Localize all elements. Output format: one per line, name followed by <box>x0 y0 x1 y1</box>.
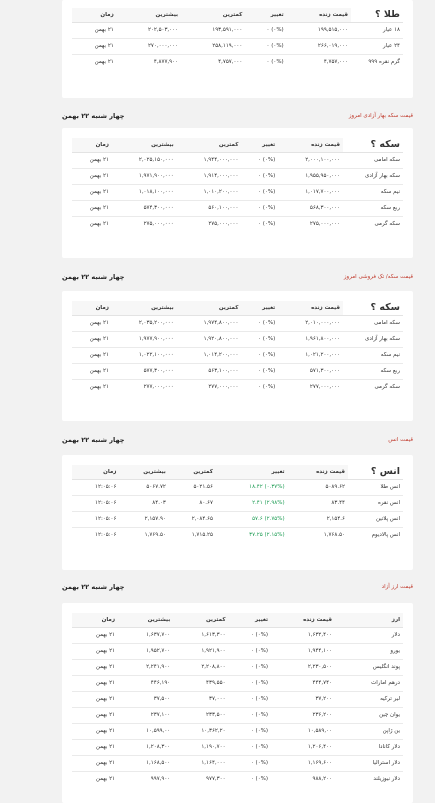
live-price: ۱,۰۱۷,۷۰۰,۰۰۰ <box>278 184 343 200</box>
table-header-row <box>72 613 403 627</box>
change: (۰%) ۰ <box>241 168 278 184</box>
table-row[interactable] <box>72 363 403 379</box>
table-row[interactable] <box>72 739 403 755</box>
max-price: ۵۷۷,۳۰۰,۰۰۰ <box>112 363 177 379</box>
time: ۲۱ بهمن <box>72 184 112 200</box>
live-price: ۹۸۸,۲۰۰ <box>312 776 332 783</box>
row-name: دلار کانادا <box>335 739 403 755</box>
row-name: سکه امامی <box>343 152 403 168</box>
coin-spring-card <box>62 128 413 258</box>
ounce-table <box>72 465 403 543</box>
date-label: چهار شنبه ۲۲ بهمن <box>62 583 125 591</box>
max-price: ۲۷۷,۰۰۰,۰۰۰ <box>143 384 174 391</box>
table-row[interactable] <box>72 707 403 723</box>
change: (۰%) ۰ <box>266 59 284 66</box>
change: (۰%) ۰ <box>241 363 278 379</box>
table-row[interactable] <box>72 691 403 707</box>
ounce-section-bar <box>62 434 413 446</box>
header-min: کمترین <box>173 613 228 627</box>
max-price: ۲,۱۵۷.۹۰ <box>119 511 168 527</box>
row-name: انس پالادیوم <box>371 532 400 539</box>
header-max: بیشترین <box>112 301 177 315</box>
time: ۲۱ بهمن <box>72 363 112 379</box>
section-label[interactable]: قیمت سکه/ تک فروشی امروز <box>343 274 413 280</box>
change: (۰%) ۰ <box>229 643 272 659</box>
row-name: انس طلا <box>348 479 403 495</box>
time: ۲۱ بهمن <box>89 384 109 391</box>
row-name: سکه بهار آزادی <box>343 331 403 347</box>
row-name: دلار نیوزیلند <box>373 776 400 783</box>
row-name: ربع سکه <box>343 363 403 379</box>
live-price: ۵۶۸,۳۰۰,۰۰۰ <box>278 200 343 216</box>
time: ۲۱ بهمن <box>72 627 118 643</box>
max-price: ۱,۷۶۹.۵۰ <box>144 532 166 539</box>
coin-retail-card <box>62 291 413 421</box>
table-row[interactable] <box>72 200 403 216</box>
live-price: ۲,۰۱۰,۰۰۰,۰۰۰ <box>278 315 343 331</box>
time: ۲۱ بهمن <box>94 59 114 66</box>
date-label: چهار شنبه ۲۲ بهمن <box>62 273 125 281</box>
max-price: ۱,۹۷۷,۹۰۰,۰۰۰ <box>112 331 177 347</box>
gold-table <box>72 8 403 70</box>
min-price: ۲,۲۰۸,۸۰۰ <box>173 659 228 675</box>
gold-table-body <box>72 22 403 70</box>
live-price: ۳۷,۲۰۰ <box>271 691 335 707</box>
currency-table-body <box>72 627 403 787</box>
min-price: ۲,۰۸۴.۶۵ <box>169 511 216 527</box>
coin-spring-table-body <box>72 152 403 232</box>
date-label: چهار شنبه ۲۲ بهمن <box>62 436 125 444</box>
max-price: ۱,۲۰۸,۳۰۰ <box>118 739 173 755</box>
min-price: ۱,۰۱۴,۲۰۰,۰۰۰ <box>177 347 242 363</box>
change: (۰%) ۰ <box>229 755 272 771</box>
time: ۲۱ بهمن <box>95 776 115 783</box>
header-change: تغییر <box>245 8 286 22</box>
time: ۲۱ بهمن <box>72 659 118 675</box>
time: ۲۱ بهمن <box>72 691 118 707</box>
max-price: ۵۰۶۷.۷۲ <box>119 479 168 495</box>
time: ۲۱ بهمن <box>72 739 118 755</box>
time: ۲۱ بهمن <box>72 200 112 216</box>
max-price: ۹۹۷,۹۰۰ <box>150 776 171 783</box>
row-name: سکه گرمی <box>374 384 400 391</box>
coin-retail-title: سکه ؟ <box>343 301 403 315</box>
table-row[interactable] <box>72 315 403 331</box>
change: (۲.۹۸%) ۲.۴۱ <box>216 495 288 511</box>
ounce-title: انس ؟ <box>348 465 403 479</box>
change: (۰%) ۰ <box>258 221 276 228</box>
header-min: کمترین <box>177 138 242 152</box>
header-change: تغییر <box>229 613 272 627</box>
table-row[interactable] <box>72 755 403 771</box>
change: (۲.۱۵%) ۳۷.۲۵ <box>249 532 285 539</box>
live-price: ۵۷۱,۳۰۰,۰۰۰ <box>278 363 343 379</box>
live-price: ۱۹۹,۵۱۵,۰۰۰ <box>287 22 351 38</box>
change: (۰%) ۰ <box>229 707 272 723</box>
live-price: ۵۰۸۹.۶۲ <box>288 479 348 495</box>
change: (۰%) ۰ <box>229 627 272 643</box>
header-time: زمان <box>72 613 118 627</box>
min-price: ۱,۹۷۴,۸۰۰,۰۰۰ <box>177 315 242 331</box>
header-live-price: قیمت زنده <box>271 613 335 627</box>
row-name: گرم نقره ۹۹۹ <box>368 59 400 66</box>
max-price: ۲,۰۳۵,۲۰۰,۰۰۰ <box>112 315 177 331</box>
row-name: پوند انگلیس <box>335 659 403 675</box>
change: (۰%) ۰ <box>250 776 269 783</box>
min-price: ۵۶۰,۱۰۰,۰۰۰ <box>177 200 242 216</box>
header-max: بیشترین <box>112 138 177 152</box>
live-price: ۲,۰۰۰,۱۰۰,۰۰۰ <box>278 152 343 168</box>
min-price: ۱,۹۲۱,۹۰۰ <box>173 643 228 659</box>
max-price: ۱,۶۳۷,۷۰۰ <box>118 627 173 643</box>
max-price: ۲۰۲,۵۰۳,۰۰۰ <box>117 22 181 38</box>
min-price: ۱۰,۳۶۲,۲۰ <box>173 723 228 739</box>
live-price: ۴۴۴,۷۴۰ <box>271 675 335 691</box>
coin-retail-section-bar <box>62 271 413 283</box>
min-price: ۱,۱۶۴,۰۰۰ <box>173 755 228 771</box>
table-row[interactable] <box>72 54 403 70</box>
max-price: ۲,۲۴۱,۹۰۰ <box>118 659 173 675</box>
header-max: بیشترین <box>118 613 173 627</box>
max-price: ۲,۰۲۵,۱۵۰,۰۰۰ <box>112 152 177 168</box>
min-price: ۵۰۲۱.۵۶ <box>169 479 216 495</box>
table-header-row <box>72 138 403 152</box>
min-price: ۳۷,۰۰۰ <box>173 691 228 707</box>
change: (۰%) ۰ <box>241 152 278 168</box>
live-price: ۱,۹۵۵,۹۵۰,۰۰۰ <box>278 168 343 184</box>
change: (۲.۷۵%) ۵۷.۶ <box>216 511 288 527</box>
table-row[interactable] <box>72 771 403 787</box>
table-header-row <box>72 301 403 315</box>
max-price: ۸۴.۰۳ <box>119 495 168 511</box>
header-min: کمترین <box>181 8 245 22</box>
change: (۰%) ۰ <box>241 315 278 331</box>
row-name: درهم امارات <box>335 675 403 691</box>
time: ۲۱ بهمن <box>72 38 117 54</box>
coin-spring-section-bar <box>62 110 413 122</box>
live-price: ۱,۹۴۴,۱۰۰ <box>271 643 335 659</box>
row-name: یوان چین <box>335 707 403 723</box>
live-price: ۴,۷۵۷,۰۰۰ <box>323 59 348 66</box>
min-price: ۵۶۳,۱۰۰,۰۰۰ <box>177 363 242 379</box>
min-price: ۴۳۹,۵۵۰ <box>173 675 228 691</box>
row-name: انس پلاتین <box>348 511 403 527</box>
gold-title: طلا ؟ <box>351 8 403 22</box>
change: (۰%) ۰ <box>258 384 276 391</box>
max-price: ۲۷۰,۰۰۰,۰۰۰ <box>117 38 181 54</box>
table-row[interactable] <box>72 643 403 659</box>
header-time: زمان <box>72 301 112 315</box>
table-row[interactable] <box>72 723 403 739</box>
header-time: زمان <box>72 8 117 22</box>
max-price: ۱۰,۵۹۹,۰۰ <box>118 723 173 739</box>
row-name: سکه گرمی <box>374 221 400 228</box>
row-name: نیم سکه <box>343 347 403 363</box>
row-name: ۲۴ عیار <box>351 38 403 54</box>
time: ۲۱ بهمن <box>72 675 118 691</box>
currency-table <box>72 613 403 787</box>
table-row[interactable] <box>72 347 403 363</box>
header-live-price: قیمت زنده <box>278 138 343 152</box>
time: ۲۱ بهمن <box>72 315 112 331</box>
row-name: انس نقره <box>348 495 403 511</box>
currency-card <box>62 603 413 803</box>
live-price: ۲۷۷,۰۰۰,۰۰۰ <box>309 384 340 391</box>
max-price: ۱,۹۵۲,۷۰۰ <box>118 643 173 659</box>
time: ۲۱ بهمن <box>72 643 118 659</box>
min-price: ۱,۰۱۰,۲۰۰,۰۰۰ <box>177 184 242 200</box>
min-price: ۱,۷۱۵.۲۵ <box>191 532 213 539</box>
coin-retail-table-body <box>72 315 403 395</box>
live-price: ۱,۶۳۲,۴۰۰ <box>271 627 335 643</box>
gold-card <box>62 0 413 98</box>
change: (۰%) ۰ <box>245 22 286 38</box>
table-header-row <box>72 465 403 479</box>
row-name: ۱۸ عیار <box>351 22 403 38</box>
section-label[interactable]: قیمت سکه بهار آزادی امروز <box>348 113 413 119</box>
min-price: ۸۰.۶۷ <box>169 495 216 511</box>
table-row[interactable] <box>72 527 403 543</box>
time: ۲۱ بهمن <box>72 152 112 168</box>
table-row[interactable] <box>72 152 403 168</box>
live-price: ۱۰,۵۸۹,۰۰ <box>271 723 335 739</box>
min-price: ۱,۶۱۳,۳۰۰ <box>173 627 228 643</box>
time: ۲۱ بهمن <box>72 707 118 723</box>
row-name: ربع سکه <box>343 200 403 216</box>
min-price: ۱,۹۴۴,۰۰۰,۰۰۰ <box>177 152 242 168</box>
header-time: زمان <box>72 138 112 152</box>
time: ۱۲:۰۵:۰۶ <box>72 511 119 527</box>
table-row[interactable] <box>72 675 403 691</box>
table-row[interactable] <box>72 168 403 184</box>
min-price: ۱۹۳,۵۹۱,۰۰۰ <box>181 22 245 38</box>
section-label[interactable]: قیمت ارز آزاد <box>381 584 413 590</box>
time: ۲۱ بهمن <box>72 755 118 771</box>
table-row[interactable] <box>72 379 403 395</box>
time: ۲۱ بهمن <box>72 723 118 739</box>
coin-spring-table <box>72 138 403 232</box>
live-price: ۱,۰۲۱,۲۰۰,۰۰۰ <box>278 347 343 363</box>
header-live-price: قیمت زنده <box>288 465 348 479</box>
ounce-table-body <box>72 479 403 543</box>
live-price: ۸۳.۴۴ <box>288 495 348 511</box>
max-price: ۱,۰۲۲,۱۰۰,۰۰۰ <box>112 347 177 363</box>
section-label[interactable]: قیمت انس <box>388 437 413 443</box>
time: ۲۱ بهمن <box>72 22 117 38</box>
max-price: ۱,۱۶۸,۵۰۰ <box>118 755 173 771</box>
header-live-price: قیمت زنده <box>287 8 351 22</box>
min-price: ۲۷۵,۰۰۰,۰۰۰ <box>208 221 239 228</box>
header-max: بیشترین <box>119 465 168 479</box>
min-price: ۹۷۷,۳۰۰ <box>206 776 226 783</box>
row-name: دلار استرالیا <box>335 755 403 771</box>
change: (۰%) ۰ <box>241 200 278 216</box>
live-price: ۲۷۵,۰۰۰,۰۰۰ <box>309 221 340 228</box>
coin-spring-title: سکه ؟ <box>343 138 403 152</box>
row-name: سکه امامی <box>343 315 403 331</box>
max-price: ۱,۹۷۱,۹۰۰,۰۰۰ <box>112 168 177 184</box>
table-row[interactable] <box>72 22 403 38</box>
min-price: ۱,۱۹۰,۷۰۰ <box>173 739 228 755</box>
live-price: ۱,۲۰۶,۴۰۰ <box>271 739 335 755</box>
time: ۱۲:۰۵:۰۶ <box>72 479 119 495</box>
table-header-row <box>72 8 403 22</box>
table-row[interactable] <box>72 331 403 347</box>
header-change: تغییر <box>241 301 278 315</box>
max-price: ۴۴۶,۱۹۰ <box>118 675 173 691</box>
row-name: دلار <box>335 627 403 643</box>
table-row[interactable] <box>72 184 403 200</box>
change: (۰%) ۰ <box>229 739 272 755</box>
table-row[interactable] <box>72 38 403 54</box>
currency-section-bar <box>62 581 413 593</box>
table-row[interactable] <box>72 659 403 675</box>
change: (۰%) ۰ <box>229 723 272 739</box>
table-row[interactable] <box>72 216 403 232</box>
time: ۲۱ بهمن <box>72 347 112 363</box>
table-row[interactable] <box>72 495 403 511</box>
header-min: کمترین <box>169 465 216 479</box>
row-name: یورو <box>335 643 403 659</box>
row-name: نیم سکه <box>343 184 403 200</box>
live-price: ۱,۷۶۸.۵۰ <box>323 532 345 539</box>
change: (۰%) ۰ <box>229 675 272 691</box>
min-price: ۴,۷۵۷,۰۰۰ <box>218 59 243 66</box>
live-price: ۲۶۶,۰۱۹,۰۰۰ <box>287 38 351 54</box>
change: (۰%) ۰ <box>241 331 278 347</box>
live-price: ۱,۱۶۹,۶۰۰ <box>271 755 335 771</box>
live-price: ۱,۹۶۱,۸۰۰,۰۰۰ <box>278 331 343 347</box>
max-price: ۱,۰۱۸,۱۰۰,۰۰۰ <box>112 184 177 200</box>
change: (۰.۳۷%) ۱۸.۴۲ <box>216 479 288 495</box>
row-name: لیر ترکیه <box>335 691 403 707</box>
header-live-price: قیمت زنده <box>278 301 343 315</box>
live-price: ۲,۱۵۴.۶ <box>288 511 348 527</box>
change: (۰%) ۰ <box>241 347 278 363</box>
max-price: ۵۷۴,۳۰۰,۰۰۰ <box>112 200 177 216</box>
live-price: ۲۳۶,۲۰۰ <box>271 707 335 723</box>
header-time: زمان <box>72 465 119 479</box>
max-price: ۳۷,۵۰۰ <box>118 691 173 707</box>
header-max: بیشترین <box>117 8 181 22</box>
row-name: ین ژاپن <box>335 723 403 739</box>
max-price: ۲۷۵,۰۰۰,۰۰۰ <box>143 221 174 228</box>
change: (۰%) ۰ <box>229 691 272 707</box>
table-row[interactable] <box>72 627 403 643</box>
time: ۱۲:۰۵:۰۶ <box>72 495 119 511</box>
change: (۰%) ۰ <box>241 184 278 200</box>
header-currency: ارز <box>335 613 403 627</box>
min-price: ۱,۹۱۴,۰۰۰,۰۰۰ <box>177 168 242 184</box>
header-change: تغییر <box>216 465 288 479</box>
time: ۲۱ بهمن <box>72 168 112 184</box>
time: ۲۱ بهمن <box>72 331 112 347</box>
live-price: ۲,۲۳۰,۵۰۰ <box>271 659 335 675</box>
row-name: سکه بهار آزادی <box>343 168 403 184</box>
change: (۰%) ۰ <box>229 659 272 675</box>
table-row[interactable] <box>72 511 403 527</box>
header-min: کمترین <box>177 301 242 315</box>
max-price: ۲۳۷,۱۰۰ <box>118 707 173 723</box>
min-price: ۲۷۷,۰۰۰,۰۰۰ <box>208 384 239 391</box>
ounce-card <box>62 455 413 570</box>
min-price: ۲۵۸,۱۱۹,۰۰۰ <box>181 38 245 54</box>
min-price: ۲۳۳,۵۰۰ <box>173 707 228 723</box>
max-price: ۴,۸۷۷,۹۰۰ <box>153 59 179 66</box>
change: (۰%) ۰ <box>245 38 286 54</box>
time: ۲۱ بهمن <box>89 221 109 228</box>
time: ۱۲:۰۵:۰۶ <box>95 532 117 539</box>
header-change: تغییر <box>241 138 278 152</box>
table-row[interactable] <box>72 479 403 495</box>
coin-retail-table <box>72 301 403 395</box>
date-label: چهار شنبه ۲۲ بهمن <box>62 112 125 120</box>
min-price: ۱,۹۲۰,۸۰۰,۰۰۰ <box>177 331 242 347</box>
